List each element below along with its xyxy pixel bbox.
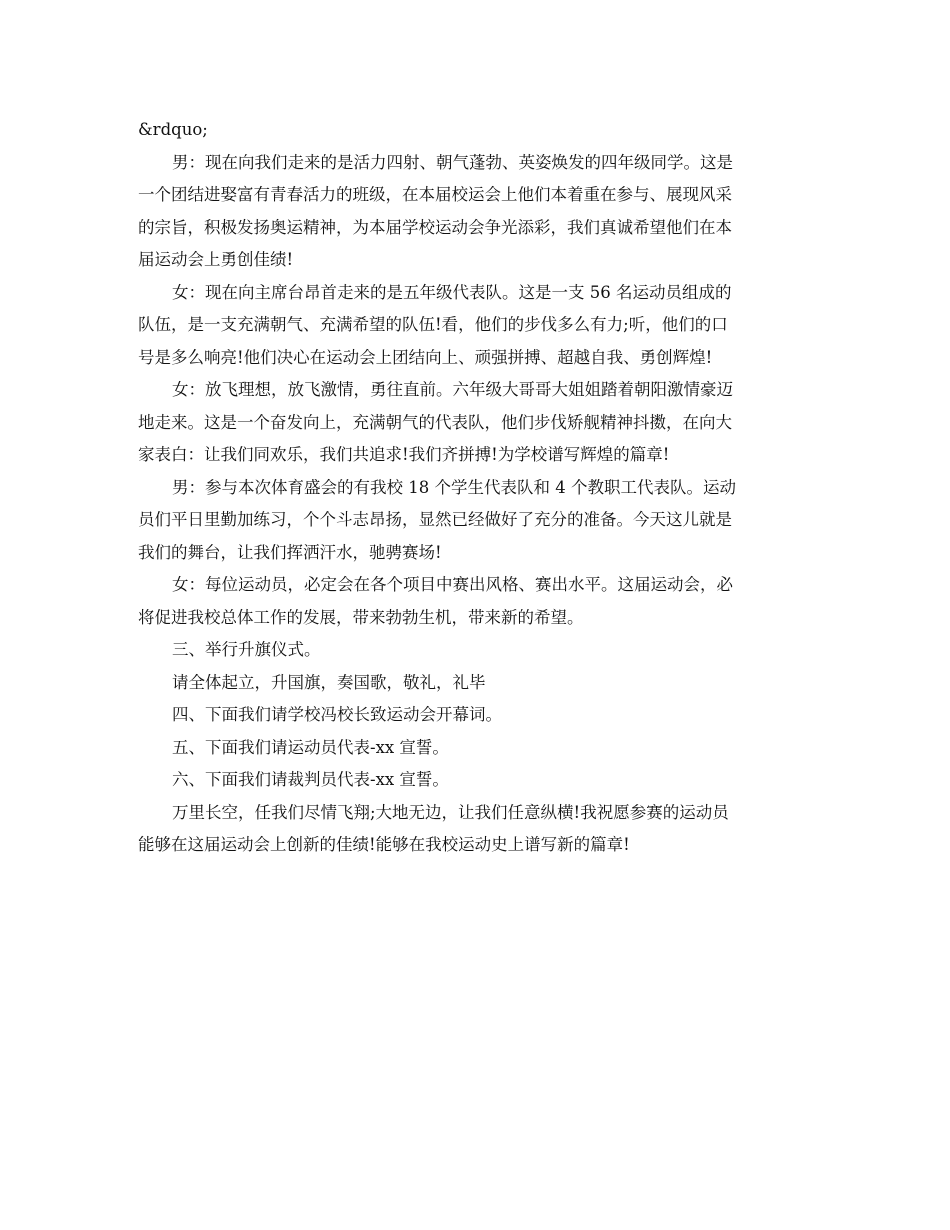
paragraph-line: 将促进我校总体工作的发展，带来勃勃生机，带来新的希望。 — [138, 607, 584, 627]
paragraph-line: 六、下面我们请裁判员代表-xx 宣誓。 — [172, 770, 449, 789]
paragraph-line: 三、举行升旗仪式。 — [172, 640, 321, 659]
lead-fragment: &rdquo; — [138, 120, 208, 139]
paragraph-line: 的宗旨，积极发扬奥运精神，为本届学校运动会争光添彩，我们真诚希望他们在本 — [138, 217, 732, 237]
paragraph-line: 女：每位运动员，必定会在各个项目中赛出风格、赛出水平。这届运动会，必 — [172, 575, 733, 594]
paragraph-line: 女：放飞理想，放飞激情，勇往直前。六年级大哥哥大姐姐踏着朝阳激情豪迈 — [172, 380, 733, 399]
paragraph-line: 男：现在向我们走来的是活力四射、朝气蓬勃、英姿焕发的四年级同学。这是 — [172, 152, 733, 172]
paragraph-line: 届运动会上勇创佳绩! — [138, 250, 294, 269]
paragraph — [138, 797, 814, 862]
paragraph-line: 家表白：让我们同欢乐，我们共追求!我们齐拼搏!为学校谱写辉煌的篇章! — [138, 445, 670, 464]
paragraph-line: 女：现在向主席台昂首走来的是五年级代表队。这是一支 56 名运动员组成的 — [172, 282, 732, 302]
paragraph-line: 能够在这届运动会上创新的佳绩!能够在我校运动史上谱写新的篇章! — [138, 835, 630, 854]
paragraph-line: 万里长空，任我们尽情飞翔;大地无边，让我们任意纵横!我祝愿参赛的运动员 — [172, 802, 729, 822]
paragraph — [138, 634, 814, 667]
paragraph-line: 一个团结进娶富有青春活力的班级，在本届校运会上他们本着重在参与、展现风采 — [138, 185, 732, 204]
paragraph-line: 地走来。这是一个奋发向上，充满朝气的代表队，他们步伐矫舰精神抖擞，在向大 — [138, 412, 732, 432]
paragraph-line: 员们平日里勤加练习，个个斗志昂扬，显然已经做好了充分的准备。今天这儿就是 — [138, 510, 732, 529]
document-body — [138, 114, 814, 862]
paragraph — [138, 732, 814, 765]
paragraph-line: 号是多么响亮!他们决心在运动会上团结向上、顽强拼搏、超越自我、勇创辉煌! — [138, 347, 713, 367]
paragraph-list — [138, 147, 814, 862]
paragraph — [138, 147, 814, 277]
paragraph — [138, 374, 814, 472]
paragraph-line: 队伍，是一支充满朝气、充满希望的队伍!看，他们的步伐多么有力;听，他们的口 — [138, 315, 728, 334]
paragraph — [138, 667, 814, 700]
paragraph-line: 四、下面我们请学校冯校长致运动会开幕词。 — [172, 705, 502, 724]
paragraph-line: 我们的舞台，让我们挥洒汗水，驰骋赛场! — [138, 542, 442, 562]
paragraph — [138, 277, 814, 375]
paragraph — [138, 764, 814, 797]
paragraph — [138, 569, 814, 634]
paragraph-line: 男：参与本次体育盛会的有我校 18 个学生代表队和 4 个教职工代表队。运动 — [172, 477, 736, 497]
paragraph — [138, 699, 814, 732]
paragraph — [138, 472, 814, 570]
paragraph-line: 请全体起立，升国旗，奏国歌，敬礼，礼毕 — [172, 672, 486, 692]
paragraph-line: 五、下面我们请运动员代表-xx 宣誓。 — [172, 737, 449, 757]
